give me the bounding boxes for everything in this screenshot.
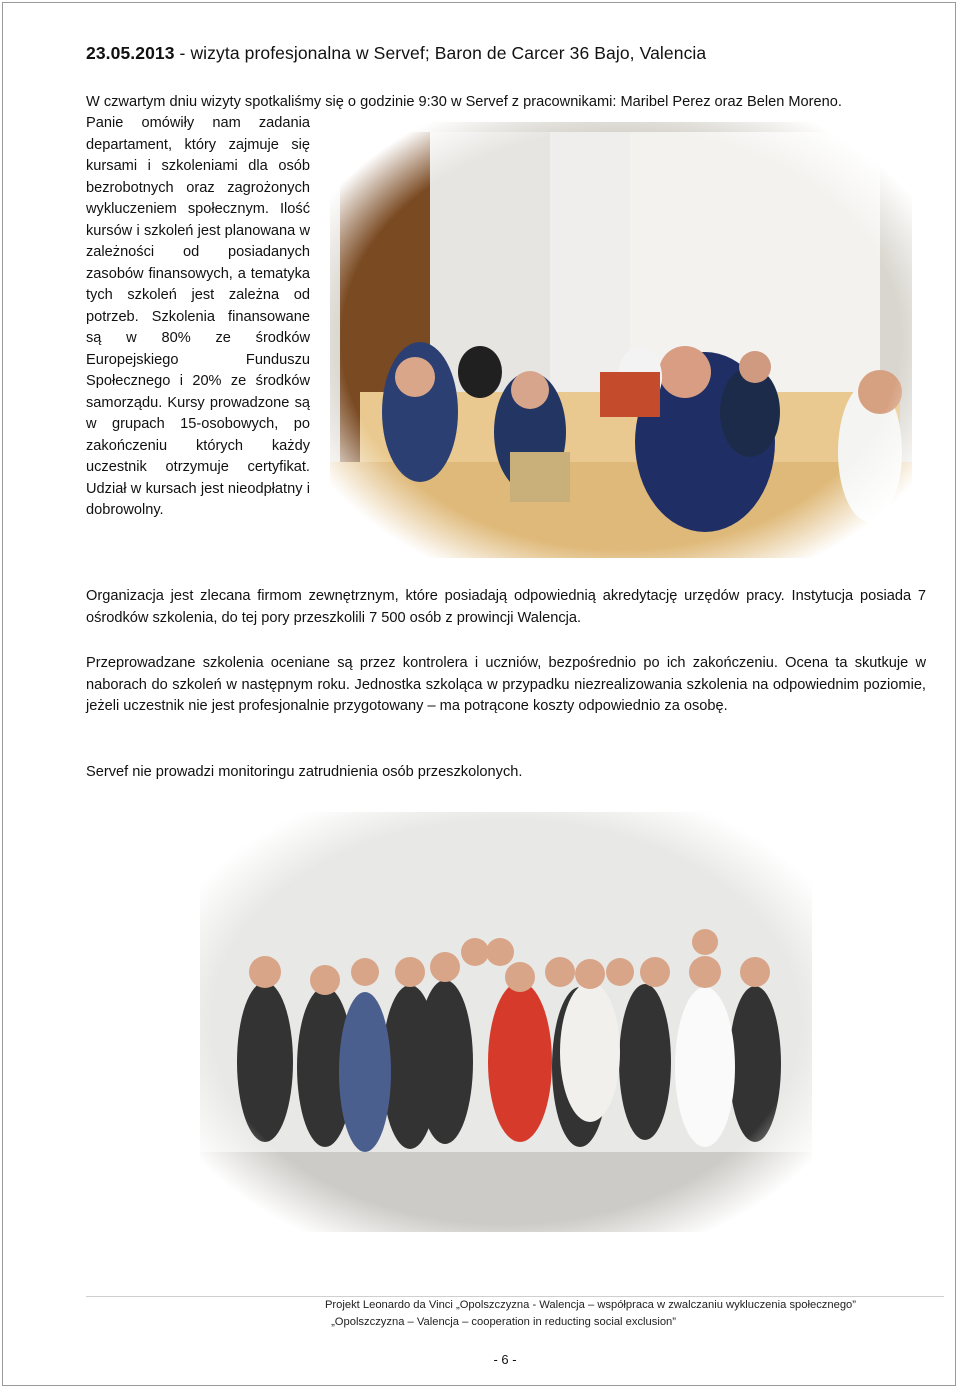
heading-title: - wizyta profesjonalna w Servef; Baron de Carcer 36 Bajo, Valencia (174, 43, 707, 63)
paragraph-intro-line: W czwartym dniu wizyty spotkaliśmy się o godzinie 9:30 w Servef z pracownikami: Maribel Perez oraz Belen Moreno. (86, 94, 842, 110)
footer-project-pl: Projekt Leonardo da Vinci „Opolszczyzna - Walencja – współpraca w zwalczaniu wykluczenia społecznego” (324, 1299, 856, 1311)
section-heading (86, 43, 906, 64)
paragraph-intro-wrapped: Panie omówiły nam zadania departament, który zajmuje się kursami i szkoleniami dla osób bezrobotnych oraz zagrożonych wykluczeniem społecznym. Ilość kursów i szkoleń jest planowana w zależności od posiadanych zasobów finansowych, a tematyka tych szkoleń jest zależna od potrzeb. Szkolenia finansowane są w 80% ze środków Europejskiego Funduszu Społecznego i 20% ze środków samorządu. Kursy prowadzone są w grupach 15-osobowych, po zakończeniu których każdy uczestnik otrzymuje certyfikat. Udział w kursach jest nieodpłatny i dobrowolny. (86, 115, 310, 518)
group-photo (200, 812, 812, 1232)
footer-divider (86, 1296, 944, 1297)
footer-project-en: „Opolszczyzna – Valencja – cooperation in reducting social exclusion” (331, 1316, 676, 1328)
paragraph-evaluation: Przeprowadzane szkolenia oceniane są przez kontrolera i uczniów, bezpośrednio po ich zakończeniu. Ocena ta skutkuje w naborach do szkoleń w następnym roku. Jednostka szkoląca w przypadku niezrealizowania szkolenia na odpowiednim poziomie, jeżeli uczestnik nie jest profesjonalnie przygotowany – ma potrącone koszty odpowiednio za osobę. (86, 655, 926, 714)
paragraph-organization: Organizacja jest zlecana firmom zewnętrznym, które posiadają odpowiednią akredytację urzędów pracy. Instytucja posiada 7 ośrodków szkolenia, do tej pory przeszkolili 7 500 osób z prowincji Walencja. (86, 588, 926, 626)
page-number: - 6 - (493, 1352, 517, 1367)
paragraph-monitoring: Servef nie prowadzi monitoringu zatrudnienia osób przeszkolonych. (86, 764, 523, 780)
heading-date: 23.05.2013 (86, 43, 175, 63)
meeting-room-photo (330, 122, 912, 558)
